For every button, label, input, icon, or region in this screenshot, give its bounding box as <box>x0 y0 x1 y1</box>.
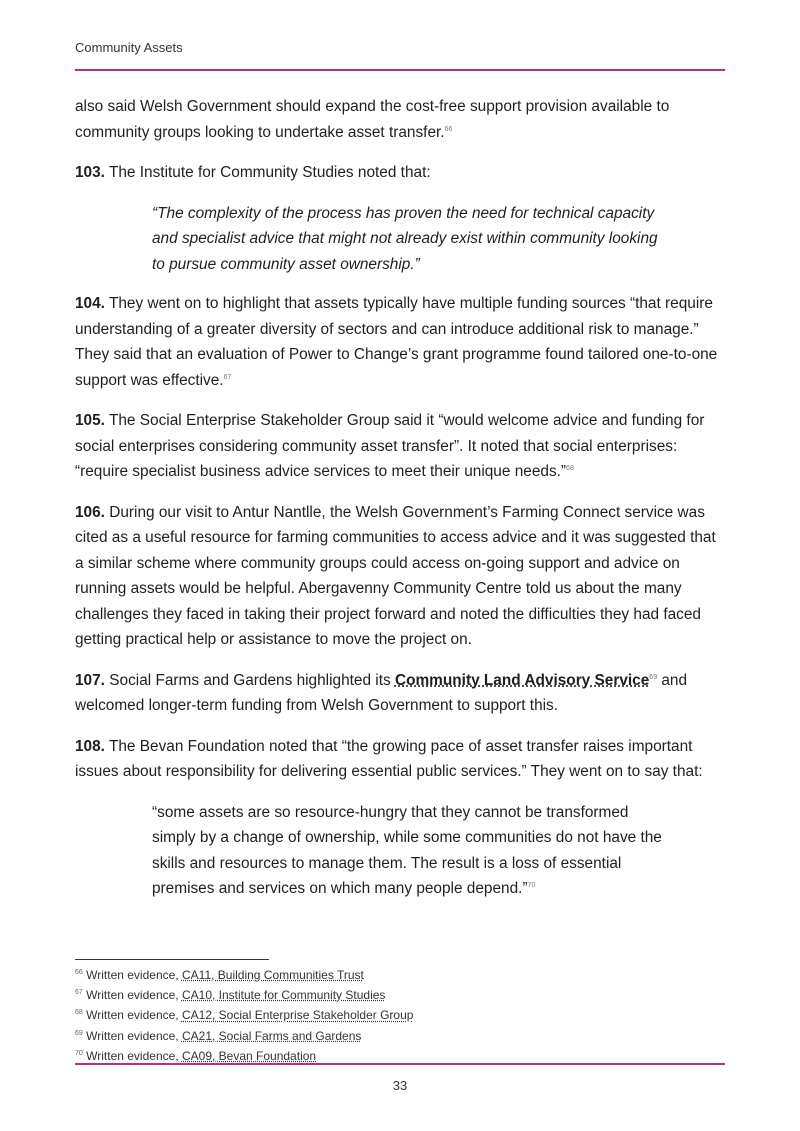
footnotes <box>75 964 725 1065</box>
footnote-67 <box>75 984 725 1004</box>
paragraph-number-106: 106. <box>75 503 105 521</box>
footnote-number: 66 <box>75 969 83 976</box>
footer-divider <box>75 1063 725 1065</box>
footnote-link-ca12[interactable]: CA12, Social Enterprise Stakeholder Group <box>181 1008 414 1023</box>
paragraph-104-text: They went on to highlight that assets typically have multiple funding sources “that require understanding of a greater diversity of sectors and can introduce additional risk to manage.” They said that an evaluation of Power to Change’s grant programme found tailored one-to-one support was effective. <box>75 295 718 389</box>
document-body <box>75 94 725 916</box>
paragraph-number-105: 105. <box>75 412 105 429</box>
paragraph-104 <box>75 291 725 393</box>
footnote-link-ca11[interactable]: CA11, Building Communities Trust <box>181 968 364 982</box>
paragraph-103 <box>75 160 725 186</box>
paragraph-106 <box>75 500 725 653</box>
paragraph-103-text: The Institute for Community Studies noted that: <box>108 164 431 181</box>
paragraph-108 <box>75 734 725 785</box>
footnote-68 <box>75 1004 725 1024</box>
paragraph-107-text-before: Social Farms and Gardens highlighted its <box>109 671 391 689</box>
footnote-prefix: Written evidence, <box>86 968 179 982</box>
paragraph-105-text: The Social Enterprise Stakeholder Group said it “would welcome advice and funding for social enterprises considering community asset transfer”. It noted that social enterprises: “require specialist business advice services to meet their unique needs.” <box>75 412 705 480</box>
paragraph-number-108: 108. <box>75 737 105 755</box>
paragraph-number-103: 103. <box>75 164 105 181</box>
paragraph-number-104: 104. <box>75 295 105 312</box>
page-number: 33 <box>392 1078 408 1093</box>
paragraph-107 <box>75 668 725 719</box>
paragraph-intro-text: also said Welsh Government should expand the cost-free support provision available to community groups looking to undertake asset transfer. <box>75 98 670 141</box>
footnote-66 <box>75 964 725 984</box>
paragraph-number-107: 107. <box>75 671 105 689</box>
footnote-prefix: Written evidence, <box>86 1048 179 1063</box>
footnote-prefix: Written evidence, <box>86 1028 179 1043</box>
running-header-title: Community Assets <box>75 40 183 55</box>
footnote-70 <box>75 1045 725 1065</box>
footnote-divider <box>75 959 269 960</box>
paragraph-107-text-after: and welcomed longer-term funding from Welsh Government to support this. <box>75 671 688 714</box>
footnote-link-ca21[interactable]: CA21, Social Farms and Gardens <box>181 1028 362 1043</box>
header-divider <box>75 69 725 71</box>
footnote-ref-67[interactable]: 67 <box>223 373 232 381</box>
footnote-prefix: Written evidence, <box>86 988 179 1003</box>
paragraph-108-text: The Bevan Foundation noted that “the growing pace of asset transfer raises important issues about responsibility for delivering essential public services.” They went on to say that: <box>75 737 703 780</box>
footnote-link-ca09[interactable]: CA09, Bevan Foundation <box>181 1048 317 1063</box>
footnote-number: 68 <box>75 1009 83 1017</box>
paragraph-105 <box>75 408 725 485</box>
footnote-link-ca10[interactable]: CA10, Institute for Community Studies <box>181 988 386 1003</box>
quote-103: “The complexity of the process has proven the need for technical capacity and specialist advice that might not already exist within community looking to pursue community asset ownership.” <box>152 204 658 273</box>
footnote-ref-68[interactable]: 68 <box>566 464 574 472</box>
quote-108-text: “some assets are so resource-hungry that they cannot be transformed simply by a change of ownership, while some communities do not have the skills and resources to manage them. The result is a loss of essential premises and services on which many people depend.” <box>152 803 662 897</box>
community-land-advisory-service-link[interactable]: Community Land Advisory Service <box>394 671 650 689</box>
footnote-prefix: Written evidence, <box>86 1008 179 1023</box>
paragraph-intro <box>75 94 725 145</box>
footnote-number: 70 <box>75 1049 83 1057</box>
footnote-ref-66[interactable]: 66 <box>444 125 453 133</box>
footnote-ref-70[interactable]: 70 <box>527 881 536 889</box>
footnote-number: 67 <box>75 989 83 997</box>
paragraph-106-text: During our visit to Antur Nantlle, the Welsh Government’s Farming Connect service was cited as a useful resource for farming communities to access advice and it was suggested that a similar scheme where community groups could access on-going support and advice on running assets would be helpful. Abergavenny Community Centre told us about the many challenges they faced in taking their project forward and noted the difficulties they had faced getting practical help or assistance to move the project on. <box>75 503 716 648</box>
footnote-ref-69[interactable]: 69 <box>649 673 658 681</box>
footnote-69 <box>75 1025 725 1045</box>
quote-108 <box>152 800 672 902</box>
footnote-number: 69 <box>75 1029 83 1037</box>
